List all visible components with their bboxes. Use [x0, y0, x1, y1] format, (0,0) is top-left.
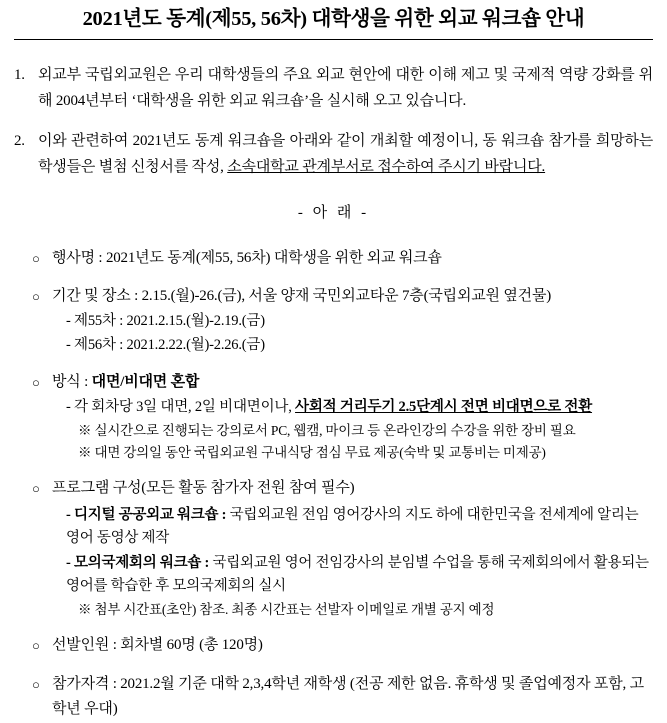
detail-eligibility: [32, 672, 653, 723]
numbered-item-2: [14, 128, 653, 181]
detail-eligibility-text: 참가자격 : 2021.2월 기준 대학 2,3,4학년 재학생 (전공 제한 없음. 휴학생 및 졸업예정자 포함, 고학년 우대): [52, 675, 644, 718]
details-section: [32, 246, 653, 723]
document-page: [0, 6, 667, 718]
detail-format-note-1: ※ 실시간으로 진행되는 강의로서 PC, 웹캠, 마이크 등 온라인강의 수강을 위한 장비 필요: [78, 422, 576, 438]
circle-marker-icon: ○: [32, 638, 40, 654]
detail-format-heading: [52, 370, 653, 396]
program-item-2-desc: 국립외교원 영어 전임강사의 분임별 수업을 통해 국제회의에서 활용되는 영어를 학습한 후 모의국제회의 실시: [66, 554, 649, 595]
detail-format-note-2: ※ 대면 강의일 동안 국립외교원 구내식당 점심 무료 제공(숙박 및 교통비는 미제공): [78, 444, 546, 460]
page-title: 2021년도 동계(제55, 56차) 대학생을 위한 외교 워크숍 안내: [14, 6, 653, 40]
intro-block: [14, 62, 653, 181]
detail-format-dash-bold: 사회적 거리두기 2.5단계시 전면 비대면으로 전환: [295, 398, 593, 415]
detail-program-note-1: ※ 첨부 시간표(초안) 참조. 최종 시간표는 선발자 이메일로 개별 공지 예정: [78, 601, 495, 617]
numbered-item-2-text: [38, 128, 653, 181]
detail-period-place: [32, 284, 653, 357]
program-item-1-name: - 디지털 공공외교 워크숍 :: [66, 506, 230, 523]
detail-period-place-text: 기간 및 장소 : 2.15.(월)-26.(금), 서울 양재 국민외교타운 7층(국립외교원 옆건물): [52, 288, 552, 305]
detail-program-heading: 프로그램 구성(모든 활동 참가자 전원 참여 필수): [52, 480, 355, 497]
circle-marker-icon: ○: [32, 676, 40, 692]
detail-format: [32, 370, 653, 463]
circle-marker-icon: ○: [32, 375, 40, 391]
detail-event-name-text: 행사명 : 2021년도 동계(제55, 56차) 대학생을 위한 외교 워크숍: [52, 249, 442, 266]
circle-marker-icon: ○: [32, 481, 40, 497]
detail-quota: [32, 633, 653, 659]
list-marker: 2.: [14, 133, 25, 150]
circle-marker-icon: ○: [32, 250, 40, 266]
detail-program: [32, 476, 653, 620]
numbered-item-2-text-part1: 이와 관련하여 2021년도 동계 워크숍을 아래와 같이 개최할 예정이니, 동 워크숍 참가를 희망하는 학생들은 별첨 신청서를 작성,: [38, 133, 653, 176]
detail-format-heading-prefix: 방식 :: [52, 374, 92, 391]
numbered-item-1-text: 외교부 국립외교원은 우리 대학생들의 주요 외교 현안에 대한 이해 제고 및 국제적 역량 강화를 위해 2004년부터 ‘대학생을 위한 외교 워크숍’을 실시해 오고 있습니다.: [38, 66, 653, 109]
circle-marker-icon: ○: [32, 289, 40, 305]
divider-label: - 아 래 -: [297, 204, 370, 221]
detail-format-dash-line: [66, 396, 653, 420]
program-item-1-desc: 국립외교원 전임 영어강사의 지도 하에 대한민국을 전세계에 알리는 영어 동영상 제작: [66, 506, 639, 547]
detail-period-sub-2: - 제56차 : 2021.2.22.(월)-2.26.(금): [66, 336, 265, 353]
numbered-item-1: [14, 62, 653, 115]
detail-format-dash-prefix: - 각 회차당 3일 대면, 2일 비대면이나,: [66, 398, 296, 415]
program-item-2: [66, 552, 653, 599]
list-marker: 1.: [14, 66, 25, 83]
detail-format-heading-bold: 대면/비대면 혼합: [91, 374, 200, 391]
detail-period-sub-1: - 제55차 : 2021.2.15.(월)-2.19.(금): [66, 312, 265, 329]
detail-quota-text: 선발인원 : 회차별 60명 (총 120명): [52, 637, 263, 654]
program-item-1: [66, 504, 653, 551]
program-item-2-name: - 모의국제회의 워크숍 :: [66, 554, 213, 571]
numbered-item-2-underlined: 소속대학교 관계부서로 접수하여 주시기 바랍니다.: [227, 159, 546, 176]
detail-event-name: [32, 246, 653, 272]
